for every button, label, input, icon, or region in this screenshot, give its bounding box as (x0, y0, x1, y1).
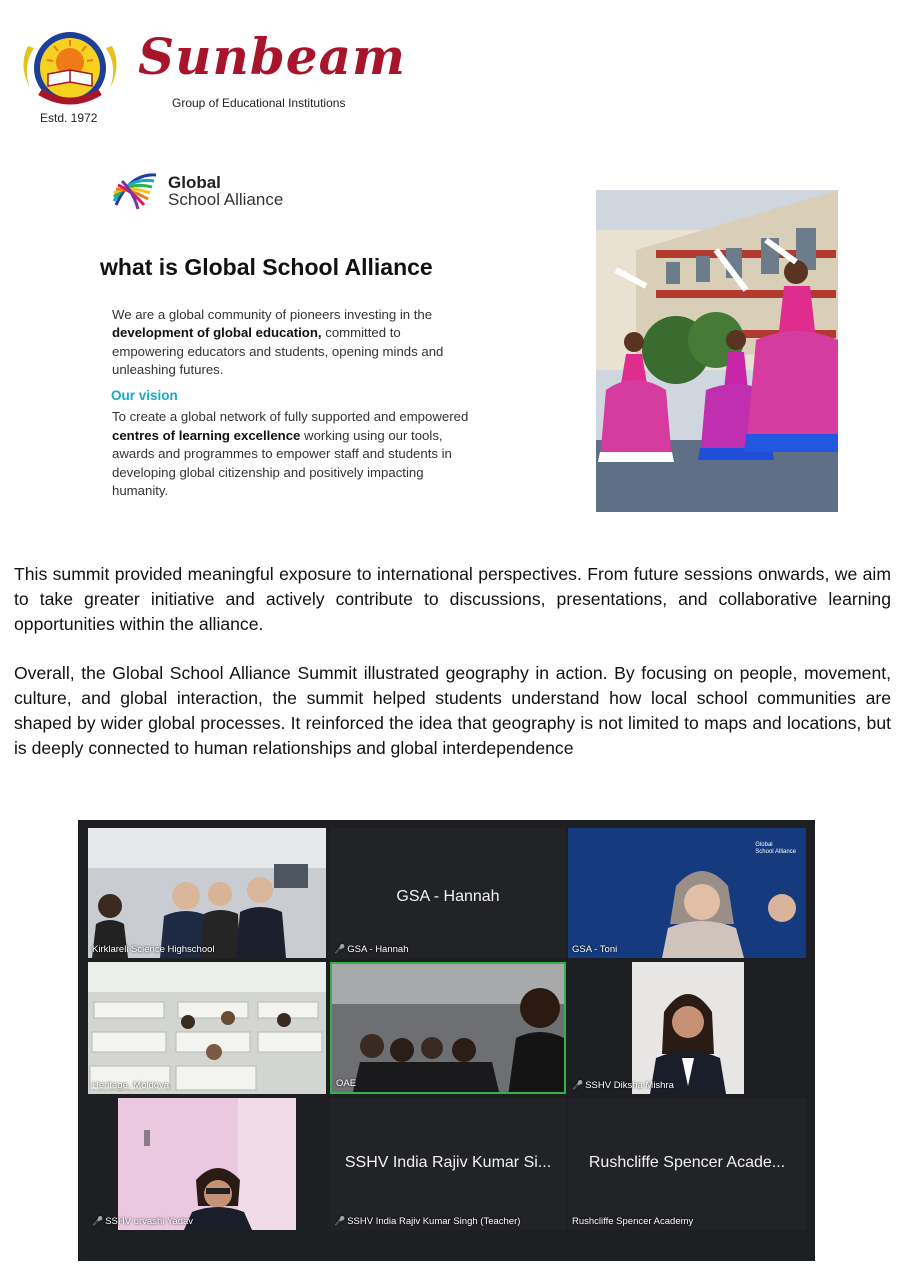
participant-tile-active-speaker (330, 962, 566, 1094)
mic-muted-icon: 🎤 (334, 1216, 346, 1226)
participant-tile (330, 828, 566, 958)
gsa-swirl-logo-icon (110, 167, 160, 213)
video-call-screenshot (78, 820, 815, 1261)
poster-title: what is Global School Alliance (100, 254, 433, 280)
established-year: Estd. 1972 (40, 111, 98, 125)
participant-name: Heritage, Moldova (92, 1080, 170, 1091)
participant-tile (568, 1098, 806, 1230)
participant-name: Rushcliffe Spencer Academy (572, 1216, 694, 1227)
summary-paragraph-2: Overall, the Global School Alliance Summit illustrated geography in action. By focusing on people, movement, culture, and global interaction, the summit helped students understand how local school communities are shaped by wider global processes. It reinforced the idea that geography is not limited to maps and locations, but is deeply connected to human relationships and global interdependence (14, 663, 891, 758)
participant-tile (330, 1098, 566, 1230)
summary-paragraph-1: This summit provided meaningful exposure to international perspectives. From future sessions onwards, we aim to take greater initiative and actively contribute to discussions, presentations, and collaborative learning opportunities within the alliance. (14, 564, 891, 634)
participant-name: 🎤 SSHV urvashi Yadav (92, 1216, 194, 1227)
folk-dance-photo (596, 190, 838, 512)
vision-heading: Our vision (111, 388, 178, 403)
participant-name: 🎤 SSHV Diksha Mishra (572, 1080, 674, 1091)
mic-muted-icon: 🎤 (92, 1216, 104, 1226)
gsa-logo-line1: Global (168, 173, 221, 192)
participant-name: OAE (336, 1078, 357, 1089)
participant-tile (88, 962, 326, 1094)
gsa-logo-line2: School Alliance (168, 190, 284, 209)
mic-muted-icon: 🎤 (334, 944, 346, 954)
participant-tile (88, 828, 326, 958)
poster-intro: We are a global community of pioneers investing in the development of global education, committed to empowering educators and students, opening minds and unleashing futures. (112, 307, 444, 378)
sunbeam-emblem-logo (14, 26, 126, 110)
participant-name: GSA - Toni (572, 944, 618, 955)
vision-text: To create a global network of fully supported and empowered centres of learning excellence working using our tools, awards and programmes to empower staff and students in developing global citizenship and positively impacting humanity. (112, 409, 469, 499)
mic-muted-icon: 🎤 (572, 1080, 584, 1090)
participant-center-name: GSA - Hannah (396, 888, 500, 905)
participant-name: 🎤 GSA - Hannah (334, 944, 409, 955)
participant-tile (568, 828, 806, 958)
participant-tile (568, 962, 806, 1094)
brand-subtitle: Group of Educational Institutions (172, 96, 346, 110)
participant-name: 🎤 SSHV India Rajiv Kumar Singh (Teacher) (334, 1216, 521, 1227)
participant-center-name: SSHV India Rajiv Kumar Si... (344, 1154, 552, 1171)
brand-wordmark: Sunbeam (138, 27, 406, 86)
participant-center-name: Rushcliffe Spencer Acade... (588, 1154, 786, 1171)
participant-name: Kirklareli Science Highschool (92, 944, 215, 955)
gsa-watermark: Global School Alliance (755, 842, 796, 855)
participant-tile (88, 1098, 326, 1230)
